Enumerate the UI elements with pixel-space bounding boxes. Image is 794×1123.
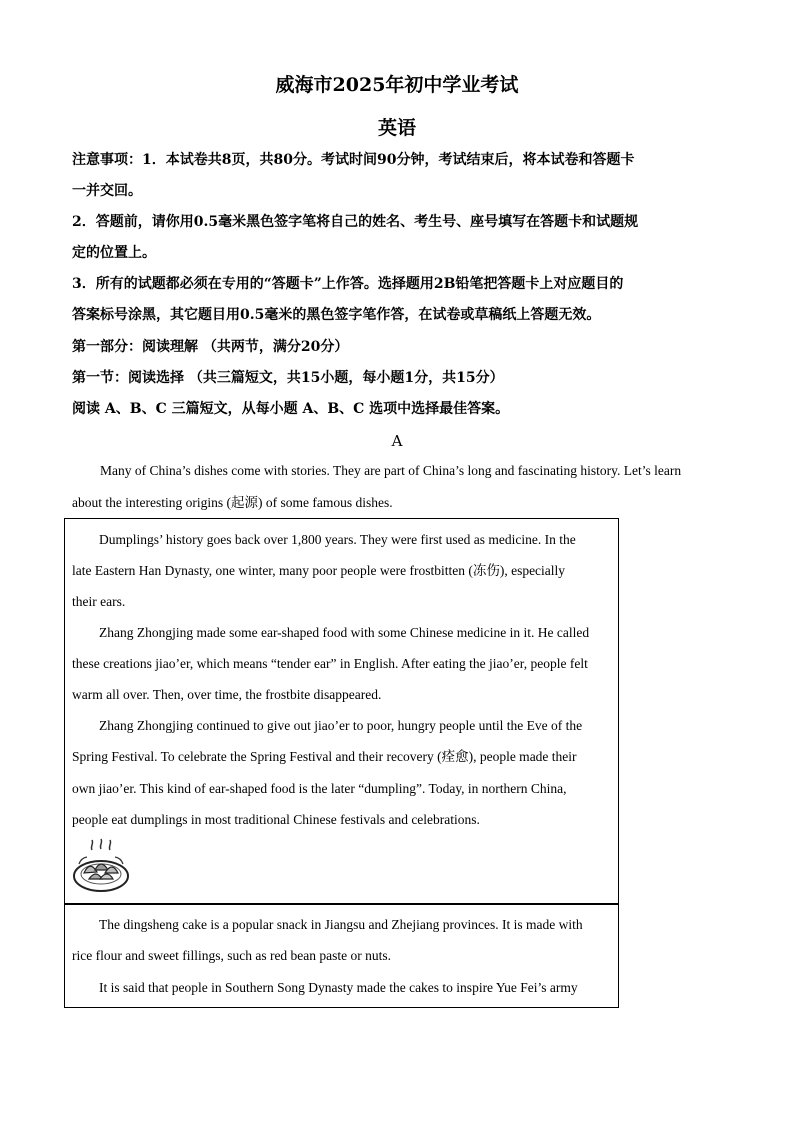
box1-line-10: people eat dumplings in most traditional Chinese festivals and celebrations. <box>72 812 480 827</box>
passage-intro-line-1: Many of China’s dishes come with stories. They are part of China’s long and fascinating history. Let’s learn <box>100 463 682 478</box>
box1-line-7: Zhang Zhongjing continued to give out jiao’er to poor, hungry people until the Eve of the <box>99 718 583 733</box>
box1-line-9: own jiao’er. This kind of ear-shaped food is the later “dumpling”. Today, in northern China, <box>72 781 567 796</box>
passage-intro-line-2: about the interesting origins (起源) of some famous dishes. <box>72 495 393 510</box>
notes-line-1: 注意事项：1．本试卷共8页，共80分。考试时间90分钟，考试结束后，将本试卷和答题卡 <box>72 152 635 168</box>
box1-line-1: Dumplings’ history goes back over 1,800 years. They were first used as medicine. In the <box>99 532 576 547</box>
notes-line-3: 2．答题前，请你用0.5毫米黑色签字笔将自己的姓名、考生号、座号填写在答题卡和试题规 <box>72 214 639 230</box>
notes-line-2: 一并交回。 <box>72 183 142 199</box>
box1-line-8: Spring Festival. To celebrate the Spring Festival and their recovery (痊愈), people made their <box>72 749 577 764</box>
box1-line-2: late Eastern Han Dynasty, one winter, many poor people were frostbitten (冻伤), especially <box>72 563 566 578</box>
box1-line-5: these creations jiao’er, which means “tender ear” in English. After eating the jiao’er, people felt <box>72 656 588 671</box>
passage-letter: A <box>391 432 403 450</box>
dumplings-illustration <box>71 836 131 896</box>
box1-line-3: their ears. <box>72 594 126 609</box>
subject-title: 英语 <box>377 117 416 139</box>
notes-line-5: 3．所有的试题都必须在专用的“答题卡”上作答。选择题用2B铅笔把答题卡上对应题目的 <box>72 276 624 292</box>
part-heading: 第一部分：阅读理解 （共两节，满分20分） <box>72 339 349 355</box>
section-heading: 第一节：阅读选择 （共三篇短文，共15小题，每小题1分，共15分） <box>72 370 504 386</box>
box1-line-6: warm all over. Then, over time, the frostbite disappeared. <box>72 687 382 702</box>
notes-line-4: 定的位置上。 <box>72 245 156 261</box>
box2-line-3: It is said that people in Southern Song Dynasty made the cakes to inspire Yue Fei’s army <box>99 980 578 995</box>
notes-line-6: 答案标号涂黑，其它题目用0.5毫米的黑色签字笔作答，在试卷或草稿纸上答题无效。 <box>72 307 601 323</box>
exam-title: 威海市2025年初中学业考试 <box>275 74 519 96</box>
box2-line-1: The dingsheng cake is a popular snack in Jiangsu and Zhejiang provinces. It is made with <box>99 917 583 932</box>
box1-line-4: Zhang Zhongjing made some ear-shaped food with some Chinese medicine in it. He called <box>99 625 590 640</box>
reading-instruction: 阅读 A、B、C 三篇短文，从每小题 A、B、C 选项中选择最佳答案。 <box>72 401 510 417</box>
box2-line-2: rice flour and sweet fillings, such as red bean paste or nuts. <box>72 948 392 963</box>
